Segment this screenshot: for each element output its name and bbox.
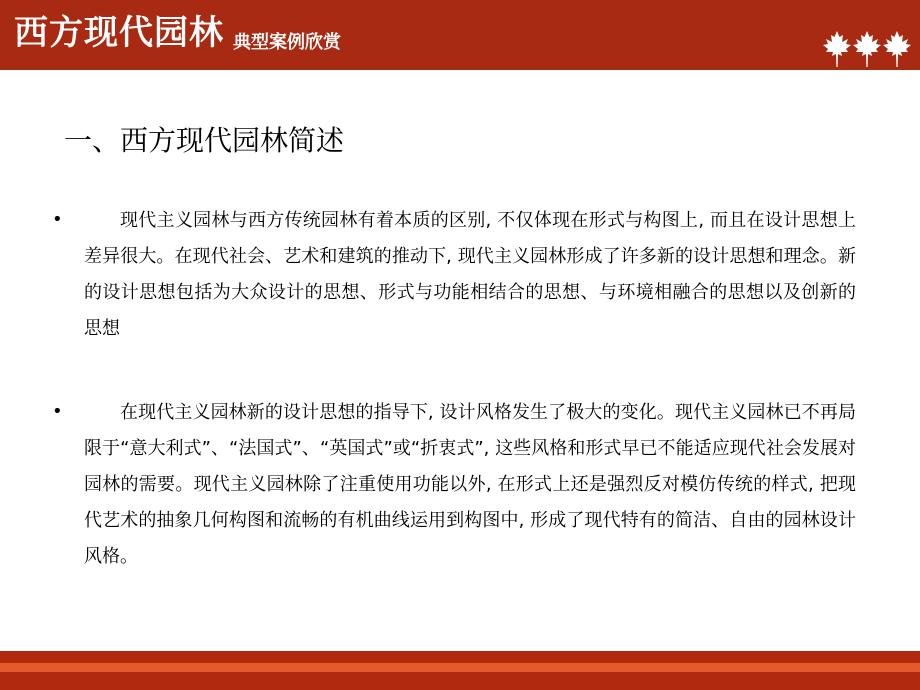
bullet-item: [52, 203, 872, 347]
bullet-text: 在现代主义园林新的设计思想的指导下, 设计风格发生了极大的变化。现代主义园林已不再局限于“意大利式”、“法国式”、“英国式”或“折衷式”, 这些风格和形式早已不能适应现代社会发展对园林的需要。现代主义园林除了注重使用功能以外, 在形式上还是强烈反对模仿传统的样式, 把现代艺术的抽象几何构图和流畅的有机曲线运用到构图中, 形成了现代特有的简洁、自由的园林设计风格。: [84, 402, 856, 567]
footer-stripe: [0, 663, 920, 672]
maple-leaf-icon: [822, 30, 852, 68]
footer-band-top: [0, 651, 920, 663]
leaf-decoration: [822, 30, 912, 68]
bullet-item: [52, 395, 872, 575]
slide-title: 西方现代园林: [14, 13, 224, 53]
slide-subtitle: 典型案例欣赏: [233, 32, 341, 53]
maple-leaf-icon: [882, 30, 912, 68]
bullet-text: 现代主义园林与西方传统园林有着本质的区别, 不仅体现在形式与构图上, 而且在设计思想上差异很大。在现代社会、艺术和建筑的推动下, 现代主义园林形成了许多新的设计思想和理念。新的设计思想包括为大众设计的思想、形式与功能相结合的思想、与环境相融合的思想以及创新的思想: [84, 210, 856, 339]
footer-band-bottom: [0, 672, 920, 690]
maple-leaf-icon: [852, 30, 882, 68]
section-heading: 一、西方现代园林简述: [64, 124, 345, 157]
bullet-marker: •: [52, 401, 63, 422]
bullet-marker: •: [52, 209, 63, 230]
header-bar: [0, 0, 920, 70]
